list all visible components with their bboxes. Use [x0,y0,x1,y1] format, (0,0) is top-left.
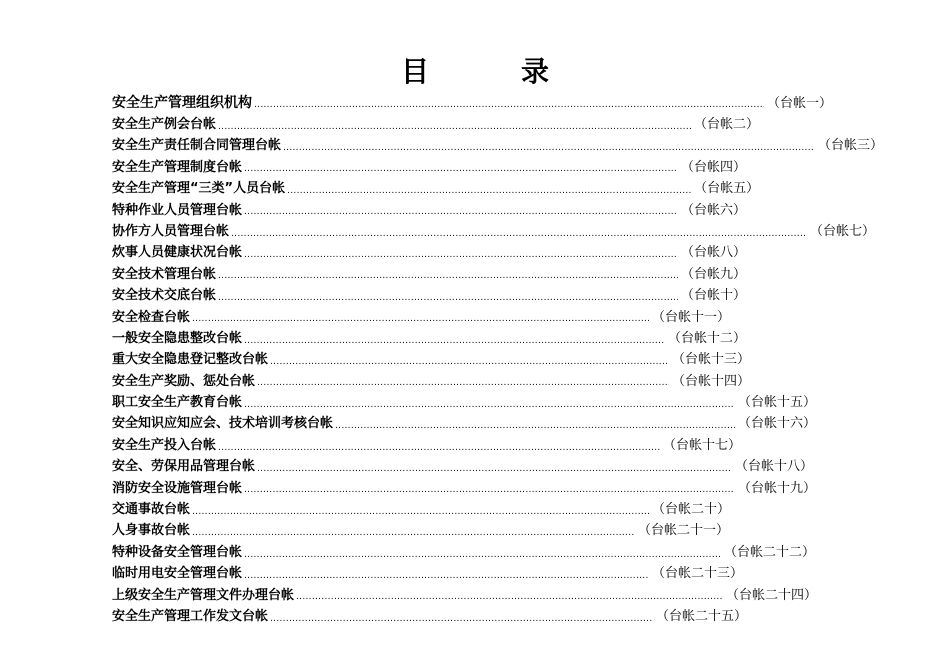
toc-entry-name: 上级安全生产管理文件办理台帐 [112,587,295,603]
toc-entry-name: 安全生产管理组织机构 [112,95,252,111]
toc-entry[interactable] [112,585,832,606]
toc-entry[interactable] [112,435,832,456]
toc-entry[interactable] [112,349,832,370]
toc-entry-name: 安全技术交底台帐 [112,288,217,304]
toc-entry-name: 特种作业人员管理台帐 [112,202,243,218]
toc-entry-name: 安全生产投入台帐 [112,437,217,453]
toc-entry-ref: （台帐十四） [672,373,751,389]
toc-entry-ref: （台帐十七） [663,437,742,453]
toc-entry[interactable] [112,200,832,221]
dot-leader [270,612,653,626]
toc-entry[interactable] [112,242,832,263]
toc-entry-ref: （台帐十五） [738,395,817,411]
dot-leader [192,312,649,326]
toc-entry-name: 安全技术管理台帐 [112,266,217,282]
title-char-right: 录 [521,55,550,88]
dot-leader [244,548,721,562]
toc-entry-name: 协作方人员管理台帐 [112,223,230,239]
toc-entry-ref: （台帐四） [681,159,747,175]
toc-entry-name: 安全、劳保用品管理台帐 [112,459,256,475]
dot-leader [287,184,691,198]
toc-entry-name: 安全生产奖励、惩处台帐 [112,373,256,389]
toc-entry-ref: （台帐七） [810,223,876,239]
dot-leader [231,227,807,241]
toc-entry[interactable] [112,606,832,627]
toc-entry-ref: （台帐十九） [738,480,817,496]
toc-entry[interactable] [112,178,832,199]
toc-entry-name: 安全生产管理制度台帐 [112,159,243,175]
dot-leader [283,141,815,155]
page-title [0,54,950,90]
toc-entry[interactable] [112,563,832,584]
toc-entry-ref: （台帐二十五） [656,608,748,624]
toc-entry-ref: （台帐二） [694,117,760,132]
toc-entry-name: 职工安全生产教育台帐 [112,395,243,411]
toc-entry[interactable] [112,499,832,520]
toc-entry-ref: （台帐二十二） [724,544,816,560]
toc-entry-name: 安全检查台帐 [112,309,191,325]
toc-entry-name: 安全生产例会台帐 [112,117,217,132]
toc-entry[interactable] [112,264,832,285]
toc-entry[interactable] [112,392,832,413]
toc-entry[interactable] [112,92,832,114]
toc-entry-ref: （台帐一） [767,96,833,111]
dot-leader [254,98,764,112]
dot-leader [296,590,723,604]
dot-leader [257,462,732,476]
toc-entry-ref: （台帐二十） [652,502,731,518]
toc-entry-ref: （台帐十八） [735,459,814,475]
toc-entry-ref: （台帐八） [681,245,747,261]
toc-entry-name: 特种设备安全管理台帐 [112,544,243,560]
toc-entry-name: 安全知识应知应会、技术培训考核台帐 [112,416,334,432]
toc-entry-ref: （台帐二十四） [726,587,818,603]
toc-entry[interactable] [112,157,832,178]
toc-entry-name: 重大安全隐患登记整改台帐 [112,352,269,368]
dot-leader [244,483,735,497]
toc-entry[interactable] [112,328,832,349]
toc-entry[interactable] [112,371,832,392]
toc-entry-name: 临时用电安全管理台帐 [112,566,243,582]
toc-entry-ref: （台帐十一） [652,309,731,325]
dot-leader [218,120,691,134]
toc-entry-name: 炊事人员健康状况台帐 [112,245,243,261]
toc-entry-name: 人身事故台帐 [112,523,191,539]
toc-entry[interactable] [112,413,832,434]
toc-entry[interactable] [112,478,832,499]
toc-entry-name: 安全生产责任制合同管理台帐 [112,138,282,154]
toc-entry-ref: （台帐十三） [672,352,751,368]
toc-entry[interactable] [112,307,832,328]
toc-entry[interactable] [112,221,876,242]
toc-entry-ref: （台帐十六） [738,416,817,432]
toc-entry-ref: （台帐九） [681,266,747,282]
dot-leader [244,569,649,583]
dot-leader [218,291,678,305]
dot-leader [257,376,669,390]
toc-entry-name: 交通事故台帐 [112,502,191,518]
dot-leader [244,162,678,176]
toc-entry[interactable] [112,520,832,541]
toc-entry-ref: （台帐二十三） [652,566,744,582]
toc-entry-ref: （台帐二十一） [638,523,730,539]
dot-leader [244,205,678,219]
toc-entry-ref: （台帐六） [681,202,747,218]
toc-entry-name: 安全生产管理工作发文台帐 [112,608,269,624]
dot-leader [244,334,665,348]
toc-entry[interactable] [112,285,832,306]
toc-entry[interactable] [112,542,832,563]
dot-leader [218,269,678,283]
toc-entry-ref: （台帐五） [694,181,760,197]
toc-entry-ref: （台帐十） [681,288,747,304]
toc-entry[interactable] [112,114,832,135]
toc-entry[interactable] [112,135,884,156]
toc-entry[interactable] [112,456,832,477]
toc-entry-name: 消防安全设施管理台帐 [112,480,243,496]
dot-leader [335,419,735,433]
toc-entry-name: 安全生产管理“三类”人员台帐 [112,181,286,197]
table-of-contents [112,92,884,627]
dot-leader [244,248,678,262]
toc-entry-ref: （台帐三） [818,138,884,154]
dot-leader [192,505,649,519]
dot-leader [244,398,735,412]
dot-leader [192,526,635,540]
dot-leader [270,355,669,369]
toc-entry-ref: （台帐十二） [668,330,747,346]
dot-leader [218,441,660,455]
title-char-left: 目 [400,55,429,88]
toc-entry-name: 一般安全隐患整改台帐 [112,330,243,346]
